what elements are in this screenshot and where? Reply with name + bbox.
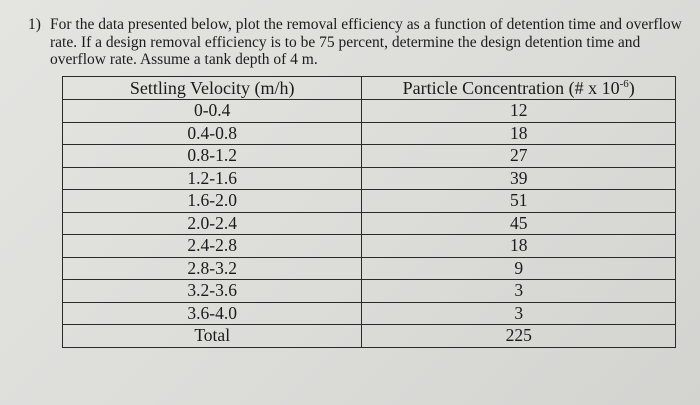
table-row (63, 167, 676, 190)
settling-data-table (62, 76, 676, 348)
velocity-cell: 2.8-3.2 (63, 257, 362, 280)
velocity-cell: 0.4-0.8 (63, 122, 362, 145)
header-concentration-suffix: ) (628, 77, 635, 98)
concentration-cell: 3 (362, 302, 676, 325)
problem-number: 1) (28, 16, 41, 33)
concentration-cell: 45 (362, 212, 676, 235)
table-body (63, 100, 676, 348)
concentration-cell: 12 (362, 100, 676, 123)
velocity-cell: 3.6-4.0 (63, 302, 362, 325)
concentration-cell: 39 (362, 167, 676, 190)
velocity-cell: 0.8-1.2 (63, 145, 362, 168)
table-row (63, 100, 676, 123)
table-row (63, 145, 676, 168)
velocity-cell: 3.2-3.6 (63, 280, 362, 303)
table-header-row (63, 77, 676, 100)
table-row (63, 212, 676, 235)
table-row (63, 257, 676, 280)
velocity-cell: 2.4-2.8 (63, 235, 362, 258)
header-settling-velocity: Settling Velocity (m/h) (63, 77, 362, 100)
total-label: Total (63, 325, 362, 348)
table-row (63, 280, 676, 303)
problem-text: For the data presented below, plot the removal efficiency as a function of detention time and overflow rate. If a design removal efficiency is to be 75 percent, determine the design detention time and overflow rate. Assume a tank depth of 4 m. (50, 16, 682, 68)
concentration-cell: 27 (362, 145, 676, 168)
header-concentration-prefix: Particle Concentration (# x 10 (402, 77, 620, 98)
velocity-cell: 2.0-2.4 (63, 212, 362, 235)
concentration-cell: 18 (362, 122, 676, 145)
header-particle-concentration (362, 77, 676, 100)
velocity-cell: 1.6-2.0 (63, 190, 362, 213)
table-row (63, 190, 676, 213)
table-row (63, 302, 676, 325)
velocity-cell: 0-0.4 (63, 100, 362, 123)
table-row (63, 235, 676, 258)
concentration-cell: 18 (362, 235, 676, 258)
problem-statement (28, 16, 688, 69)
concentration-cell: 9 (362, 257, 676, 280)
table-row (63, 122, 676, 145)
total-row (63, 325, 676, 348)
total-value: 225 (362, 325, 676, 348)
velocity-cell: 1.2-1.6 (63, 167, 362, 190)
concentration-cell: 51 (362, 190, 676, 213)
header-concentration-exponent: -6 (619, 77, 629, 90)
concentration-cell: 3 (362, 280, 676, 303)
